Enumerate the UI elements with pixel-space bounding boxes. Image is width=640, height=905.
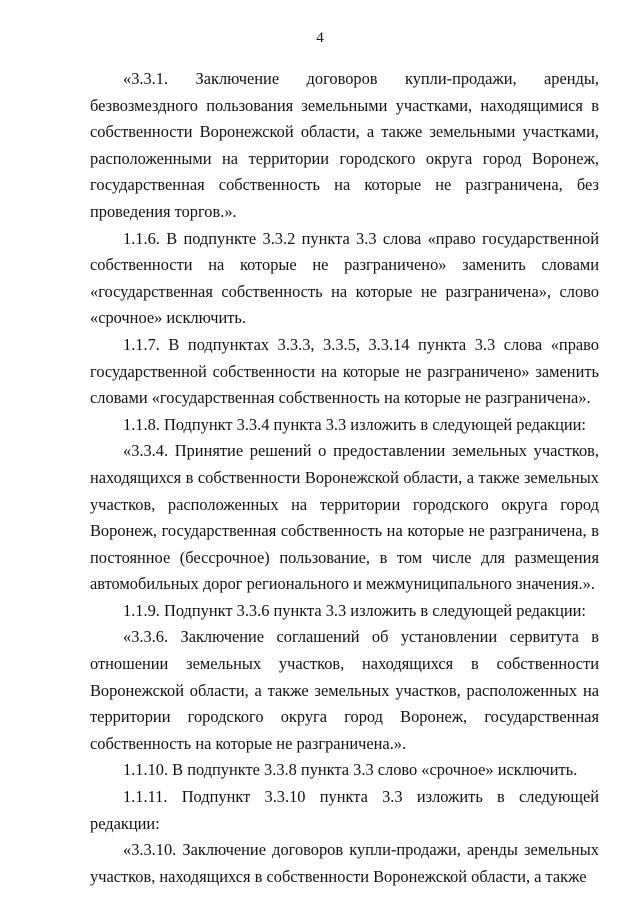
paragraph-3-3-1: «3.3.1. Заключение договоров купли-продажи, аренды, безвозмездного пользования земельными участками, находящимися в собственности Воронежской области, а также земельными участками, расположенными на территории городского округа город Воронеж, государственная собственность на которые не разграничена, без проведения торгов.».: [90, 69, 599, 221]
paragraph-1-1-11: 1.1.11. Подпункт 3.3.10 пункта 3.3 изложить в следующей редакции:: [90, 787, 599, 833]
paragraph-1-1-10: 1.1.10. В подпункте 3.3.8 пункта 3.3 слово «срочное» исключить.: [123, 760, 578, 780]
paragraph-1-1-8: 1.1.8. Подпункт 3.3.4 пункта 3.3 изложить в следующей редакции:: [123, 414, 586, 434]
paragraph-3-3-6: «3.3.6. Заключение соглашений об установлении сервитута в отношении земельных участков, находящихся в собственности Воронежской области, а также земельных участков, расположенных на территории городского округа город Воронеж, государственная собственность на которые не разграничена.».: [90, 627, 599, 753]
paragraph-3-3-4: «3.3.4. Принятие решений о предоставлении земельных участков, находящихся в собственности Воронежской области, а также земельных участков, расположенных на территории городского округа город Воронеж, государственная собственность на которые не разграничена, в постоянное (бессрочное) пользование, в том числе для размещения автомобильных дорог регионального и межмуниципального значения.».: [90, 441, 599, 594]
page-number: 4: [316, 30, 324, 46]
paragraph-1-1-6: 1.1.6. В подпункте 3.3.2 пункта 3.3 слова «право государственной собственности на которые не разграничено» заменить словами «государственная собственность на которые не разграничена», слово «срочное» исключить.: [90, 228, 599, 328]
document-body: [90, 66, 599, 890]
paragraph-1-1-7: 1.1.7. В подпунктах 3.3.3, 3.3.5, 3.3.14 пункта 3.3 слова «право государственной собственности на которые не разграничено» заменить словами «государственная собственность на которые не разграничена».: [90, 334, 599, 408]
paragraph-3-3-10: «3.3.10. Заключение договоров купли-продажи, аренды земельных участков, находящихся в собственности Воронежской области, а также: [90, 840, 599, 886]
paragraph-1-1-9: 1.1.9. Подпункт 3.3.6 пункта 3.3 изложить в следующей редакции:: [123, 600, 586, 620]
